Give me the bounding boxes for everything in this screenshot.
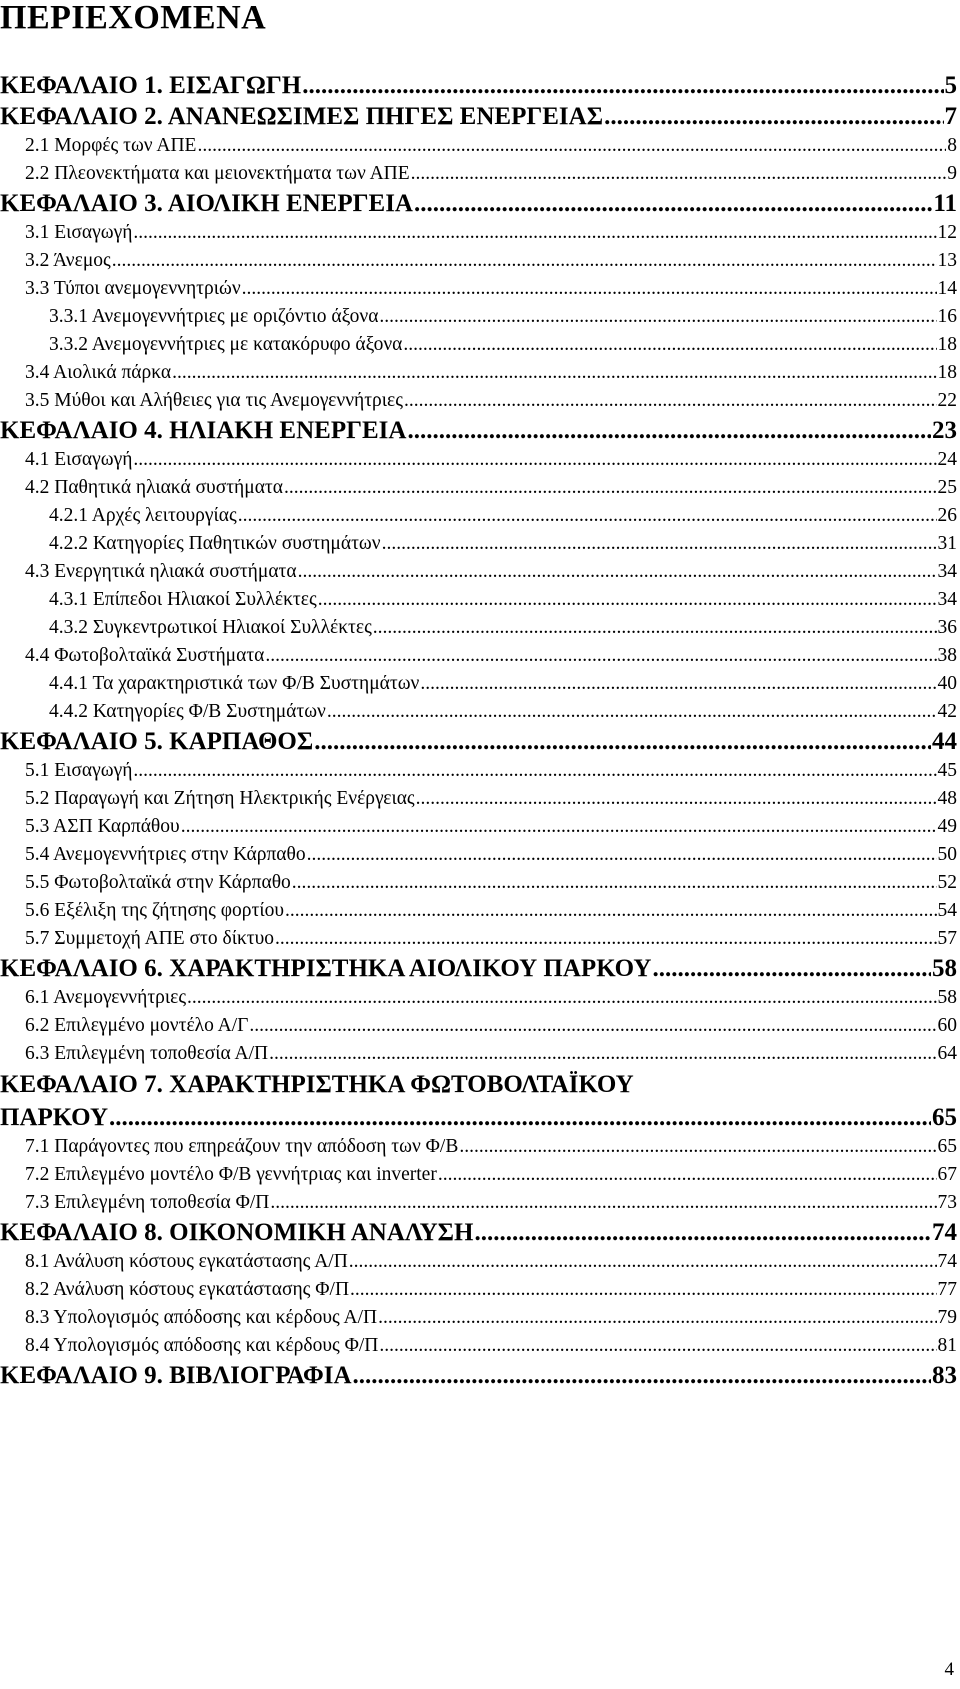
toc-section-5-2[interactable] [0, 785, 957, 813]
toc-entry-page: 83 [932, 1362, 957, 1389]
toc-chapter-4[interactable] [0, 415, 957, 446]
toc-section-4-4-2[interactable] [0, 698, 957, 726]
dot-leader [411, 160, 947, 188]
toc-entry-label: 3.4 Αιολικά πάρκα [25, 362, 172, 383]
toc-entry-page: 77 [937, 1279, 957, 1300]
toc-entry-label: 7.2 Επιλεγμένο μοντέλο Φ/Β γεννήτριας και inverter [25, 1164, 437, 1185]
toc-section-8-2[interactable] [0, 1276, 957, 1304]
toc-entry-label: 3.3.2 Ανεμογεννήτριες με κατακόρυφο άξονα [49, 334, 403, 355]
toc-entry-page: 14 [937, 278, 957, 299]
toc-section-3-5[interactable] [0, 387, 957, 415]
toc-section-2-2[interactable] [0, 160, 957, 188]
toc-entry-page: 16 [937, 306, 957, 327]
toc-entry-label: 8.2 Ανάλυση κόστους εγκατάστασης Φ/Π [25, 1279, 350, 1300]
dot-leader [407, 415, 931, 446]
toc-entry-page: 18 [937, 362, 957, 383]
toc-entry-label: 4.3.1 Επίπεδοι Ηλιακοί Συλλέκτες [49, 589, 317, 610]
toc-entry-label: ΠΑΡΚΟΥ [0, 1104, 108, 1131]
toc-entry-label: ΚΕΦΑΛΑΙΟ 6. ΧΑΡΑΚΤΗΡΙΣΤΗΚΑ ΑΙΟΛΙΚΟΥ ΠΑΡΚΟΥ [0, 955, 652, 982]
dot-leader [652, 953, 931, 984]
toc-entry-label: 8.3 Υπολογισμός απόδοσης και κέρδους Α/Π [25, 1307, 378, 1328]
toc-entry-page: 67 [937, 1164, 957, 1185]
toc-entry-label: 5.4 Ανεμογεννήτριες στην Κάρπαθο [25, 844, 306, 865]
toc-entry-page: 31 [937, 533, 957, 554]
toc-entry-label: 4.1 Εισαγωγή [25, 449, 133, 470]
toc-entry-page: 65 [932, 1104, 957, 1131]
toc-entry-label: 7.3 Επιλεγμένη τοποθεσία Φ/Π [25, 1192, 270, 1213]
toc-section-8-1[interactable] [0, 1248, 957, 1276]
toc-entry-label: 3.3 Τύποι ανεμογεννητριών [25, 278, 241, 299]
toc-entry-page: 34 [937, 561, 957, 582]
toc-section-4-3[interactable] [0, 558, 957, 586]
toc-entry-page: 52 [937, 872, 957, 893]
toc-entry-page: 81 [937, 1335, 957, 1356]
toc-section-7-2[interactable] [0, 1161, 957, 1189]
dot-leader [112, 247, 937, 275]
toc-entry-label: 2.1 Μορφές των ΑΠΕ [25, 135, 197, 156]
dot-leader [403, 331, 936, 359]
toc-entry-label: 5.1 Εισαγωγή [25, 760, 133, 781]
toc-entry-label: 8.1 Ανάλυση κόστους εγκατάστασης Α/Π [25, 1251, 348, 1272]
toc-section-8-4[interactable] [0, 1332, 957, 1360]
dot-leader [242, 275, 937, 303]
toc-entry-label: 3.5 Μύθοι και Αλήθειες για τις Ανεμογεννήτριες [25, 390, 403, 411]
toc-entry-page: 44 [932, 728, 957, 755]
toc-section-3-3-2[interactable] [0, 331, 957, 359]
toc-entry-label: 2.2 Πλεονεκτήματα και μειονεκτήματα των ΑΠΕ [25, 163, 410, 184]
toc-entry-label: 3.1 Εισαγωγή [25, 222, 133, 243]
dot-leader [133, 446, 936, 474]
toc-chapter-8[interactable] [0, 1217, 957, 1248]
toc-entry-page: 7 [944, 103, 957, 130]
toc-entry-page: 42 [937, 701, 957, 722]
toc-entry-page: 34 [937, 589, 957, 610]
toc-entry-page: 9 [947, 163, 957, 184]
dot-leader [298, 558, 937, 586]
dot-leader [133, 757, 936, 785]
toc-entry-label: ΚΕΦΑΛΑΙΟ 1. ΕΙΣΑΓΩΓΗ [0, 72, 302, 99]
toc-section-5-6[interactable] [0, 897, 957, 925]
toc-chapter-7-title-line[interactable]: ΚΕΦΑΛΑΙΟ 7. ΧΑΡΑΚΤΗΡΙΣΤΗΚΑ ΦΩΤΟΒΟΛΤΑΪΚΟΥ [0, 1071, 634, 1098]
toc-entry-page: 23 [932, 417, 957, 444]
dot-leader [350, 1276, 936, 1304]
dot-leader [285, 897, 937, 925]
toc-entry-page: 74 [932, 1219, 957, 1246]
toc-entry-label: 4.4.1 Τα χαρακτηριστικά των Φ/Β Συστημάτων [49, 673, 420, 694]
table-of-contents [0, 70, 957, 1391]
toc-entry-label: 4.4 Φωτοβολταϊκά Συστήματα [25, 645, 265, 666]
toc-entry-page: 79 [937, 1307, 957, 1328]
toc-section-4-2[interactable] [0, 474, 957, 502]
toc-chapter-3[interactable] [0, 188, 957, 219]
toc-section-8-3[interactable] [0, 1304, 957, 1332]
toc-entry-page: 64 [937, 1043, 957, 1064]
toc-entry-page: 12 [937, 222, 957, 243]
toc-chapter-7[interactable] [0, 1102, 957, 1133]
dot-leader [302, 70, 943, 101]
dot-leader [414, 188, 932, 219]
toc-entry-label: 5.3 ΑΣΠ Καρπάθου [25, 816, 180, 837]
toc-section-6-3[interactable] [0, 1040, 957, 1068]
toc-chapter-6[interactable] [0, 953, 957, 984]
toc-section-4-3-1[interactable] [0, 586, 957, 614]
dot-leader [197, 132, 946, 160]
dot-leader [382, 530, 937, 558]
toc-section-2-1[interactable] [0, 132, 957, 160]
toc-entry-label: 3.2 Άνεμος [25, 250, 111, 271]
dot-leader [327, 698, 937, 726]
toc-entry-label: 5.2 Παραγωγή και Ζήτηση Ηλεκτρικής Ενέργειας [25, 788, 415, 809]
toc-entry-page: 38 [937, 645, 957, 666]
toc-entry-page: 60 [937, 1015, 957, 1036]
toc-entry-page: 45 [937, 760, 957, 781]
toc-section-4-2-1[interactable] [0, 502, 957, 530]
toc-entry-page: 22 [937, 390, 957, 411]
toc-section-3-3[interactable] [0, 275, 957, 303]
dot-leader [269, 1040, 936, 1068]
dot-leader [604, 101, 943, 132]
dot-leader [318, 586, 937, 614]
dot-leader [275, 925, 936, 953]
dot-leader [187, 984, 936, 1012]
dot-leader [438, 1161, 937, 1189]
toc-entry-label: 3.3.1 Ανεμογεννήτριες με οριζόντιο άξονα [49, 306, 379, 327]
toc-chapter-5[interactable] [0, 726, 957, 757]
toc-section-5-5[interactable] [0, 869, 957, 897]
toc-entry-page: 58 [932, 955, 957, 982]
toc-entry-label: 8.4 Υπολογισμός απόδοσης και κέρδους Φ/Π [25, 1335, 379, 1356]
dot-leader [181, 813, 937, 841]
toc-section-5-4[interactable] [0, 841, 957, 869]
toc-entry-page: 18 [937, 334, 957, 355]
dot-leader [292, 869, 937, 897]
dot-leader [172, 359, 936, 387]
toc-entry-label: ΚΕΦΑΛΑΙΟ 4. ΗΛΙΑΚΗ ΕΝΕΡΓΕΙΑ [0, 417, 407, 444]
toc-entry-label: 4.2.1 Αρχές λειτουργίας [49, 505, 237, 526]
toc-entry-label: 5.5 Φωτοβολταϊκά στην Κάρπαθο [25, 872, 291, 893]
dot-leader [109, 1102, 931, 1133]
toc-entry-label: ΚΕΦΑΛΑΙΟ 5. ΚΑΡΠΑΘΟΣ [0, 728, 314, 755]
toc-entry-page: 49 [937, 816, 957, 837]
toc-section-5-7[interactable] [0, 925, 957, 953]
toc-entry-page: 50 [937, 844, 957, 865]
toc-section-3-2[interactable] [0, 247, 957, 275]
toc-entry-page: 74 [937, 1251, 957, 1272]
toc-section-5-3[interactable] [0, 813, 957, 841]
toc-entry-page: 54 [937, 900, 957, 921]
toc-entry-label: 4.2 Παθητικά ηλιακά συστήματα [25, 477, 283, 498]
toc-entry-page: 58 [937, 987, 957, 1008]
toc-entry-label: 6.2 Επιλεγμένο μοντέλο Α/Γ [25, 1015, 249, 1036]
dot-leader [379, 303, 936, 331]
toc-entry-page: 5 [944, 72, 957, 99]
toc-section-3-3-1[interactable] [0, 303, 957, 331]
toc-entry-label: 4.4.2 Κατηγορίες Φ/Β Συστημάτων [49, 701, 326, 722]
dot-leader [378, 1304, 936, 1332]
dot-leader [133, 219, 936, 247]
toc-section-4-1[interactable] [0, 446, 957, 474]
toc-entry-page: 13 [937, 250, 957, 271]
dot-leader [249, 1012, 936, 1040]
dot-leader [270, 1189, 936, 1217]
toc-entry-label: ΚΕΦΑΛΑΙΟ 9. ΒΙΒΛΙΟΓΡΑΦΙΑ [0, 1362, 352, 1389]
toc-entry-label: 6.1 Ανεμογεννήτριες [25, 987, 187, 1008]
dot-leader [404, 387, 937, 415]
toc-section-7-1[interactable] [0, 1133, 957, 1161]
dot-leader [314, 726, 931, 757]
dot-leader [474, 1217, 931, 1248]
toc-section-6-2[interactable] [0, 1012, 957, 1040]
toc-entry-page: 40 [937, 673, 957, 694]
toc-chapter-9[interactable] [0, 1360, 957, 1391]
toc-entry-label: ΚΕΦΑΛΑΙΟ 8. ΟΙΚΟΝΟΜΙΚΗ ΑΝΑΛΥΣΗ [0, 1219, 474, 1246]
toc-entry-page: 48 [937, 788, 957, 809]
page-number: 4 [944, 1659, 954, 1680]
toc-section-3-4[interactable] [0, 359, 957, 387]
toc-chapter-2[interactable] [0, 101, 957, 132]
toc-entry-page: 24 [937, 449, 957, 470]
toc-entry-label: 4.3.2 Συγκεντρωτικοί Ηλιακοί Συλλέκτες [49, 617, 372, 638]
dot-leader [353, 1360, 931, 1391]
dot-leader [307, 841, 937, 869]
dot-leader [265, 642, 936, 670]
toc-entry-page: 36 [937, 617, 957, 638]
toc-entry-page: 57 [937, 928, 957, 949]
toc-entry-page: 65 [937, 1136, 957, 1157]
dot-leader [349, 1248, 937, 1276]
toc-section-4-3-2[interactable] [0, 614, 957, 642]
toc-entry-label: 7.1 Παράγοντες που επηρεάζουν την απόδοση των Φ/Β [25, 1136, 459, 1157]
toc-entry-page: 25 [937, 477, 957, 498]
toc-entry-label: 5.6 Εξέλιξη της ζήτησης φορτίου [25, 900, 284, 921]
toc-entry-label: 6.3 Επιλεγμένη τοποθεσία Α/Π [25, 1043, 269, 1064]
toc-section-4-4-1[interactable] [0, 670, 957, 698]
toc-entry-page: 11 [933, 190, 957, 217]
toc-section-5-1[interactable] [0, 757, 957, 785]
toc-entry-label: 4.3 Ενεργητικά ηλιακά συστήματα [25, 561, 297, 582]
toc-entry-label: ΚΕΦΑΛΑΙΟ 3. ΑΙΟΛΙΚΗ ΕΝΕΡΓΕΙΑ [0, 190, 413, 217]
dot-leader [238, 502, 937, 530]
dot-leader [373, 614, 937, 642]
toc-entry-page: 8 [947, 135, 957, 156]
toc-entry-label: ΚΕΦΑΛΑΙΟ 2. ΑΝΑΝΕΩΣΙΜΕΣ ΠΗΓΕΣ ΕΝΕΡΓΕΙΑΣ [0, 103, 604, 130]
toc-entry-page: 26 [937, 505, 957, 526]
toc-section-6-1[interactable] [0, 984, 957, 1012]
dot-leader [379, 1332, 936, 1360]
dot-leader [420, 670, 936, 698]
toc-section-7-3[interactable] [0, 1189, 957, 1217]
toc-chapter-1[interactable] [0, 70, 957, 101]
toc-entry-label: 4.2.2 Κατηγορίες Παθητικών συστημάτων [49, 533, 381, 554]
dot-leader [459, 1133, 936, 1161]
toc-entry-page: 73 [937, 1192, 957, 1213]
toc-section-3-1[interactable] [0, 219, 957, 247]
toc-section-4-4[interactable] [0, 642, 957, 670]
dot-leader [284, 474, 937, 502]
dot-leader [416, 785, 937, 813]
page-title: ΠΕΡΙΕΧΟΜΕΝΑ [0, 0, 267, 36]
toc-entry-label: 5.7 Συμμετοχή ΑΠΕ στο δίκτυο [25, 928, 275, 949]
toc-section-4-2-2[interactable] [0, 530, 957, 558]
